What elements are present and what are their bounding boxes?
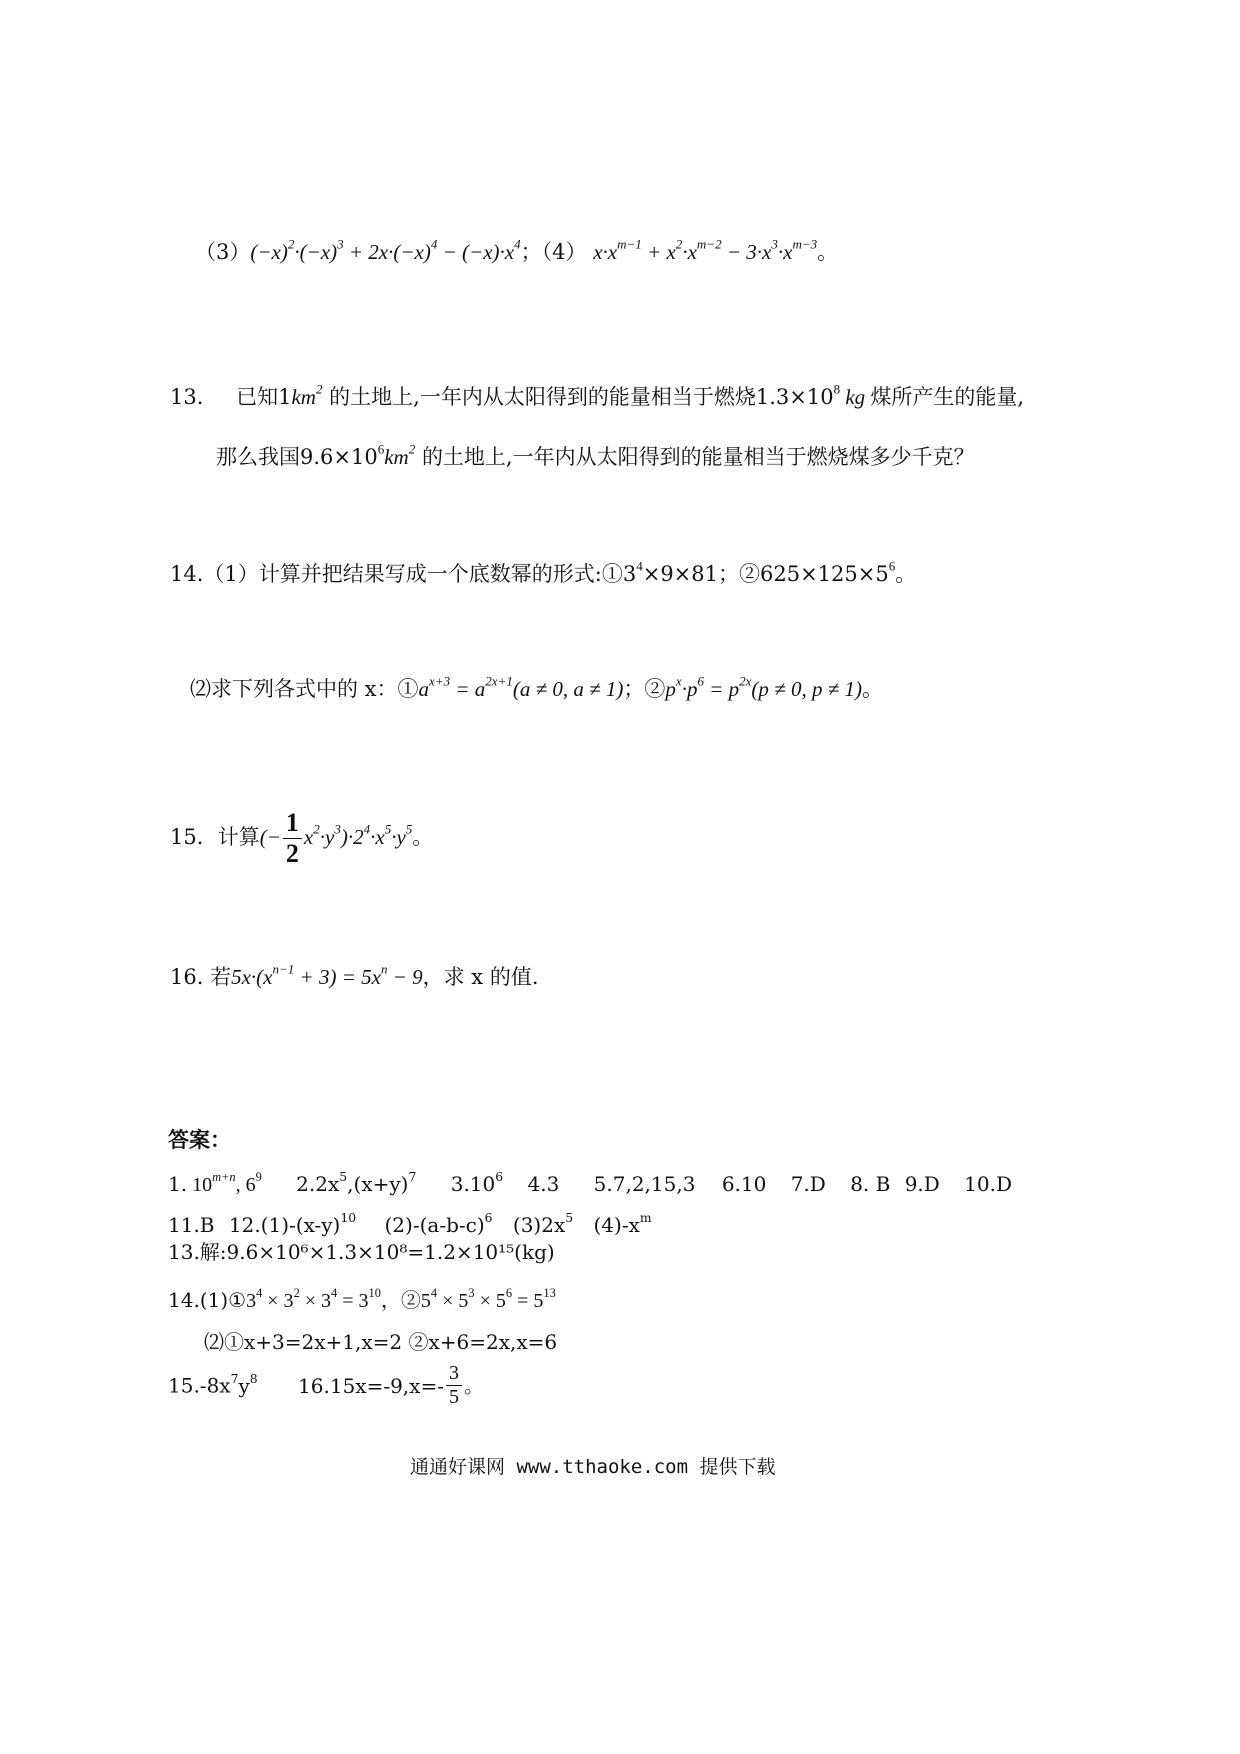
p15-end: 。 (412, 824, 434, 849)
p16-b: ，求 x 的值. (422, 965, 539, 989)
p14-2-b: ；② (623, 677, 666, 701)
ans-12-4: (4)-x (593, 1213, 640, 1237)
p13-text-1: 已知1 (236, 385, 292, 409)
p14-2-c: 。 (861, 677, 883, 701)
ans-10: 10.D (964, 1172, 1013, 1196)
ans-12-3: (3)2x (512, 1213, 566, 1237)
ans-11: 11.B (168, 1213, 215, 1237)
problem-14-part-1: 14.（1）计算并把结果写成一个底数幂的形式$:①3^4\times 9\times 81$；$②625\times 125\times 5^6$。 (170, 558, 917, 586)
ans-14-1-b: ，② (380, 1288, 421, 1312)
p13-text-2: 的土地上,一年内从太阳得到的能量相当于燃烧1.3×10 (329, 385, 834, 409)
p16-a: 16. 若 (170, 965, 232, 989)
ans-8: 8. B (850, 1172, 891, 1196)
ans-16-end: 。 (463, 1373, 484, 1398)
p13-text-3: 煤所产生的能量, (870, 385, 1025, 409)
problem-13-line-2: 那么我国$9.6\times 10^6km^2$ 的土地上,一年内从太阳得到的能量相当于燃烧煤多少千克？ (216, 441, 975, 469)
p13-line2-b: 的土地上,一年内从太阳得到的能量相当于燃烧煤多少千克？ (421, 445, 975, 469)
p13-number: 13. (170, 385, 204, 409)
ans-12-1: 12.(1)-(x-y) (228, 1213, 341, 1237)
ans-14-1-a: 14.(1)① (168, 1288, 247, 1312)
answers-row-4: $14.(1)①3^4 \times 3^2 \times 3^4 = 3^{10}$，$②5^4 \times 5^3 \times 5^6 = 5^{13}$ (168, 1286, 556, 1312)
answers-row-1: 1. $10^{m+n}$, $6^9$ $2.2x^5,(x+y)^7$ 3.10$^6$ 4.3 5.7,2,15,3 6.10 7.D 8. B 9.D 10.D (168, 1169, 1013, 1196)
ans-16: 16.15x=-9,x=- (298, 1373, 444, 1398)
ans-15: 15.-8x (168, 1373, 231, 1398)
answers-row-6: $15.-8x^7y^8$ 16.15x=-9,x=- $\frac{3}{5}$ 。 (168, 1362, 484, 1408)
answers-row-2: 11.B $12.(1)-(x-y)^{10}$ $(2)-(a-b-c)^6$ $(3)2x^5$ $(4)-x^m$ (168, 1210, 652, 1237)
ans-6: 6.10 (721, 1172, 767, 1196)
ans-2: 2.2x (296, 1172, 340, 1196)
p14-mid: ×9×81；②625×125×5 (642, 562, 889, 586)
problem-14-part-2: ⑵求下列各式中的 x：$①a^{x+3} = a^{2x+1}(a \ne 0$, a ≠ 1)；$②p^x\cdot p^6 = p^{2x}(p \ne 0$, p ≠ 1)。 (190, 673, 883, 701)
page-footer: 通通好课网 www.tthaoke.com 提供下载 (410, 1456, 776, 1478)
ans-5: 5.7,2,15,3 (593, 1172, 696, 1196)
ans-7: 7.D (790, 1172, 826, 1196)
answers-title: 答案： (168, 1128, 231, 1152)
ans-1: 1. (168, 1172, 188, 1196)
ans-16-fraction: $\frac{3}{5}$ (446, 1362, 462, 1409)
p14-end: 。 (895, 562, 917, 586)
p12-part3-label: （3） (195, 240, 251, 264)
p14-2-a: ⑵求下列各式中的 x：① (190, 677, 419, 701)
answers-row-5: ⑵①x+3=2x+1,x=2 ②x+6=2x,x=6 (204, 1330, 558, 1354)
problem-12-parts-3-4: $(3)(-x)^2\cdot(-x)^3 + 2x\cdot(-x)^4 - (-x)\cdot x^4$；（4） $x\cdot x^{m-1} + x^2\cdot x^{m-2} - 3\cdot x^3\cdot x^{m-3}$。 (195, 236, 839, 264)
p15-fraction: $\frac{1}{2}$ (283, 808, 302, 869)
p12-end: 。 (817, 240, 839, 264)
problem-13-line-1: 13. 已知$1km^2$ 的土地上,一年内从太阳得到的能量相当于燃烧$1.3\times 10^8$ kg 煤所产生的能量, (170, 381, 1025, 409)
problem-16: 16. 若$5x\cdot(x^{n-1} + 3) = 5x^n - 9$，求 x 的值. (170, 961, 539, 989)
ans-9: 9.D (904, 1172, 940, 1196)
ans-12-2: (2)-(a-b-c) (384, 1213, 485, 1237)
answers-row-3: 13.解:9.6×10⁶×1.3×10⁸=1.2×10¹⁵(kg) (168, 1240, 555, 1264)
p15-text: 15．计算 (170, 824, 260, 849)
problem-15: 15．计算(− $\frac{1}{2}$ $x^2\cdot y^3)\cdot 2^4\cdot x^5\cdot y^5$。 (170, 808, 434, 868)
ans-3: 3.10 (450, 1172, 496, 1196)
ans-4: 4.3 (527, 1172, 560, 1196)
p13-line2-a: 那么我国9.6×10 (216, 445, 378, 469)
p14-text: 14.（1）计算并把结果写成一个底数幂的形式:①3 (170, 562, 637, 586)
p12-separator: ；（4） (520, 240, 587, 264)
